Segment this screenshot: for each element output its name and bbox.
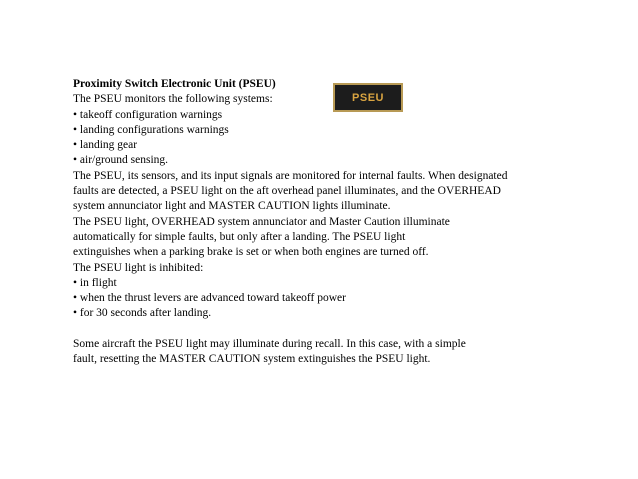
paragraph-line: Some aircraft the PSEU light may illuminate during recall. In this case, with a simple — [73, 338, 466, 351]
list-item: • landing gear — [73, 139, 138, 152]
paragraph-line: automatically for simple faults, but only after a landing. The PSEU light — [73, 230, 406, 243]
pseu-light-label: PSEU — [352, 91, 384, 104]
inhibited-intro: The PSEU light is inhibited: — [73, 261, 204, 274]
list-item: • in flight — [73, 276, 117, 289]
document-body — [73, 77, 573, 368]
paragraph-line: fault, resetting the MASTER CAUTION system extinguishes the PSEU light. — [73, 353, 431, 366]
document-title: Proximity Switch Electronic Unit (PSEU) — [73, 78, 276, 90]
paragraph-line: The PSEU, its sensors, and its input signals are monitored for internal faults. When designated — [73, 169, 508, 182]
list-item: • air/ground sensing. — [73, 154, 169, 167]
paragraph-line: faults are detected, a PSEU light on the aft overhead panel illuminates, and the OVERHEAD — [73, 185, 501, 198]
list-item: • takeoff configuration warnings — [73, 108, 223, 121]
intro-text: The PSEU monitors the following systems: — [73, 93, 273, 106]
paragraph-line: The PSEU light, OVERHEAD system annunciator and Master Caution illuminate — [73, 215, 450, 228]
paragraph-line: extinguishes when a parking brake is set or when both engines are turned off. — [73, 246, 429, 259]
list-item: • landing configurations warnings — [73, 123, 229, 136]
paragraph-line: system annunciator light and MASTER CAUTION lights illuminate. — [73, 200, 391, 213]
list-item: • when the thrust levers are advanced toward takeoff power — [73, 292, 346, 305]
list-item: • for 30 seconds after landing. — [73, 307, 212, 320]
paragraph-spacer — [73, 322, 573, 337]
pseu-light-badge — [333, 83, 403, 112]
